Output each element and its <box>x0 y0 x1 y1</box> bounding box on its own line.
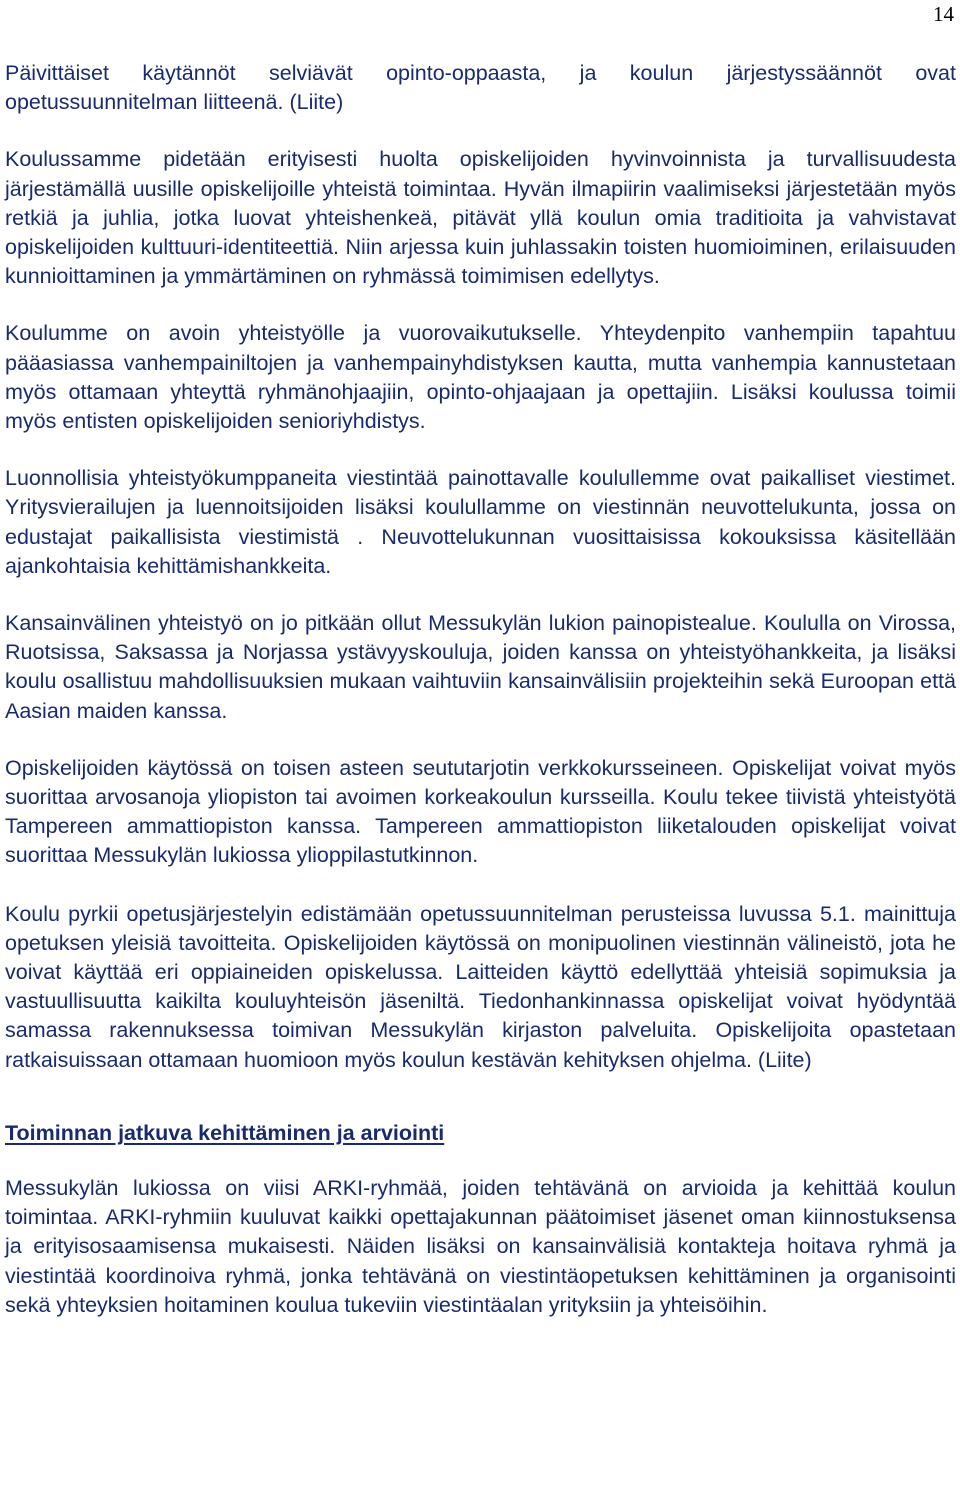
paragraph-daily-practices: Päivittäiset käytännöt selviävät opinto-oppaasta, ja koulun järjestyssäännöt ovat opetussuunnitelman liitteenä. (Liite) <box>5 61 956 115</box>
paragraph-partners: Luonnollisia yhteistyökumppaneita viestintää painottavalle koulullemme ovat paikalliset viestimet. Yritysvierailujen ja luennoitsijoiden lisäksi koulullamme on viestinnän neuvottelukunta, jossa on edustajat paikallisista viestimistä . Neuvottelukunnan vuosittaisissa kokouksissa käsitellään ajankohtaisia kehittämishankkeita. <box>5 466 956 578</box>
paragraph-wellbeing: Koulussamme pidetään erityisesti huolta opiskelijoiden hyvinvoinnista ja turvallisuudesta järjestämällä uusille opiskelijoille yhteistä toimintaa. Hyvän ilmapiirin vaalimiseksi järjestetään myös retkiä ja juhlia, jotka luovat yhteishenkeä, pitävät yllä koulun omia traditioita ja vahvistavat opiskelijoiden kulttuuri-identiteettiä. Niin arjessa kuin juhlassakin toisten huomioiminen, erilaisuuden kunnioittaminen ja ymmärtäminen on ryhmässä toimimisen edellytys. <box>5 147 956 289</box>
document-body <box>5 59 956 1348</box>
page-number: 14 <box>933 2 954 26</box>
paragraph-goals: Koulu pyrkii opetusjärjestelyin edistämään opetussuunnitelman perusteissa luvussa 5.1. mainittuja opetuksen yleisiä tavoitteita. Opiskelijoiden käytössä on monipuolinen viestinnän välineistö, jota he voivat käyttää eri oppiaineiden opiskelussa. Laitteiden käyttö edellyttää yhteisiä sopimuksia ja vastuullisuutta kaikilta kouluyhteisön jäseniltä. Tiedonhankinnassa opiskelijat voivat hyödyntää samassa rakennuksessa toimivan Messukylän kirjaston palveluita. Opiskelijoita opastetaan ratkaisuissaan ottamaan huomioon myös koulun kestävän kehityksen ohjelma. (Liite) <box>5 901 956 1072</box>
paragraph-studies: Opiskelijoiden käytössä on toisen asteen seututarjotin verkkokursseineen. Opiskelijat voivat myös suorittaa arvosanoja yliopiston tai avoimen korkeakoulun kursseilla. Koulu tekee tiivistä yhteistyötä Tampereen ammattiopiston kanssa. Tampereen ammattiopiston liiketalouden opiskelijat voivat suorittaa Messukylän lukiossa ylioppilastutkinnon. <box>5 755 956 868</box>
section-heading: Toiminnan jatkuva kehittäminen ja arviointi <box>5 1120 445 1145</box>
paragraph-arki-groups: Messukylän lukiossa on viisi ARKI-ryhmää, joiden tehtävänä on arvioida ja kehittää koulun toimintaa. ARKI-ryhmiin kuuluvat kaikki opettajakunnan päätoimiset jäsenet oman kiinnostuksensa ja erityisosaamisensa mukaisesti. Näiden lisäksi on kansainvälisiä kontakteja hoitava ryhmä ja viestintää koordinoiva ryhmä, jonka tehtävänä on viestintäopetuksen kehittäminen ja organisointi sekä yhteyksien hoitaminen koulua tukeviin viestintäalan yrityksiin ja yhteisöihin. <box>5 1175 956 1317</box>
paragraph-international: Kansainvälinen yhteistyö on jo pitkään ollut Messukylän lukion painopistealue. Koululla on Virossa, Ruotsissa, Saksassa ja Norjassa ystävyyskouluja, joiden kanssa on yhteistyöhankkeita, ja lisäksi koulu osallistuu mahdollisuuksien mukaan vaihtuviin kansainvälisiin projekteihin sekä Euroopan että Aasian maiden kanssa. <box>5 611 956 723</box>
paragraph-cooperation: Koulumme on avoin yhteistyölle ja vuorovaikutukselle. Yhteydenpito vanhempiin tapahtuu pääasiassa vanhempainiltojen ja vanhempainyhdistyksen kautta, mutta vanhempia kannustetaan myös ottamaan yhteyttä ryhmänohjaajiin, opinto-ohjaajaan ja opettajiin. Lisäksi koulussa toimii myös entisten opiskelijoiden senioriyhdistys. <box>5 321 956 434</box>
